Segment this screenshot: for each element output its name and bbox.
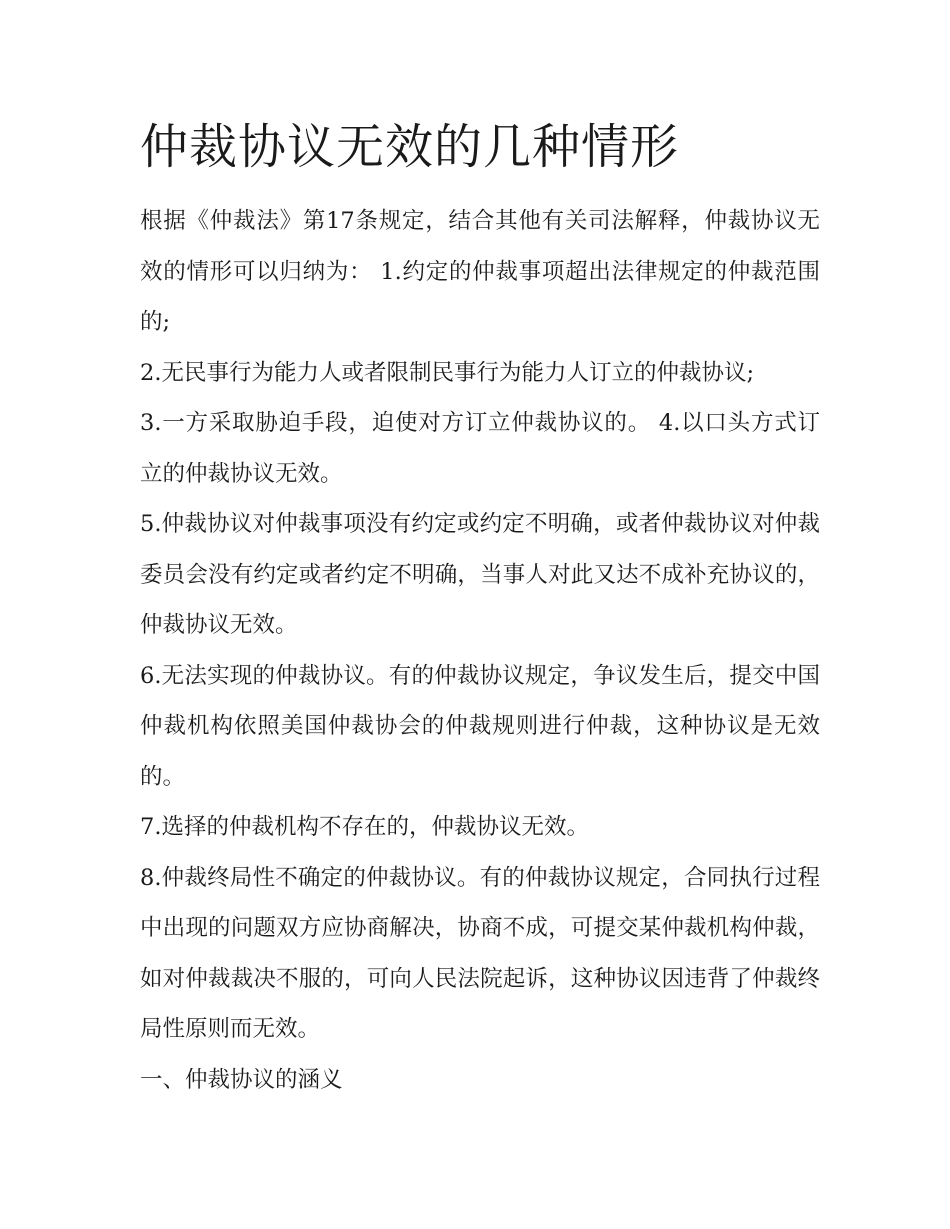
paragraph-intro: 根据《仲裁法》第17条规定，结合其他有关司法解释，仲裁协议无效的情形可以归纳为： 1.约定的仲裁事项超出法律规定的仲裁范围的; [140, 208, 820, 335]
section-heading: 一、仲裁协议的涵义 [140, 1066, 343, 1093]
paragraph-item-8: 8.仲裁终局性不确定的仲裁协议。有的仲裁协议规定，合同执行过程中出现的问题双方应协商解决，协商不成，可提交某仲裁机构仲裁，如对仲裁裁决不服的，可向人民法院起诉，这种协议因违背了仲裁终局性原则而无效。 [140, 864, 820, 1042]
paragraph-item-7: 7.选择的仲裁机构不存在的，仲裁协议无效。 [140, 814, 589, 840]
paragraph-item-6: 6.无法实现的仲裁协议。有的仲裁协议规定，争议发生后，提交中国仲裁机构依照美国仲裁协会的仲裁规则进行仲裁，这种协议是无效的。 [140, 662, 820, 790]
document-body [140, 196, 820, 1105]
paragraph-item-2: 2.无民事行为能力人或者限制民事行为能力人订立的仲裁协议; [140, 359, 755, 386]
document-title: 仲裁协议无效的几种情形 [140, 119, 680, 175]
paragraph-item-3-4: 3.一方采取胁迫手段，迫使对方订立仲裁协议的。 4.以口头方式订立的仲裁协议无效。 [140, 410, 820, 487]
paragraph-item-5: 5.仲裁协议对仲裁事项没有约定或约定不明确，或者仲裁协议对仲裁委员会没有约定或者约定不明确，当事人对此又达不成补充协议的，仲裁协议无效。 [140, 511, 820, 638]
